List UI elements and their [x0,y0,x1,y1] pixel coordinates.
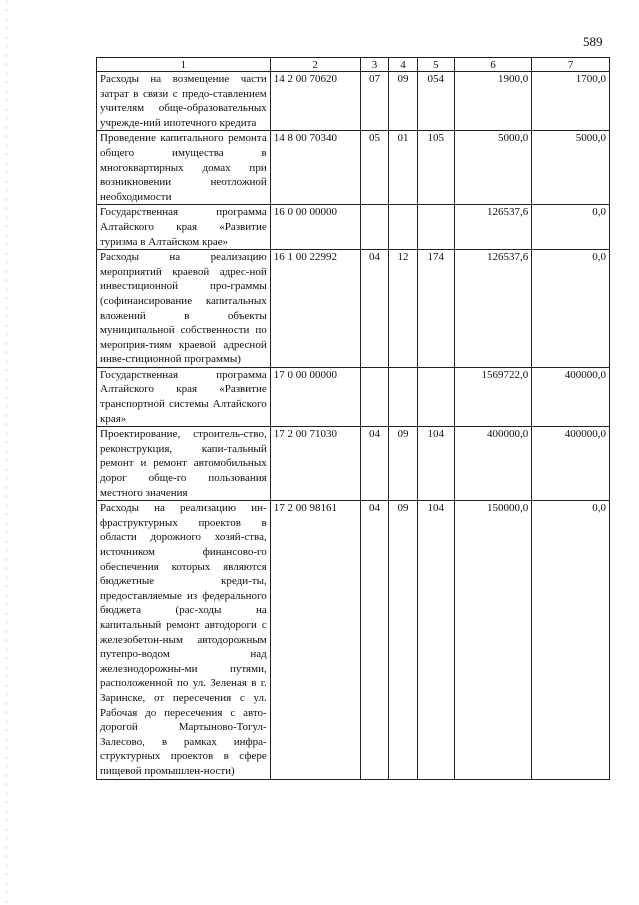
row-section [360,205,389,250]
row-name: Государственная программа Алтайского края «Развитие туризма в Алтайском крае» [97,205,271,250]
row-expense-type [417,205,454,250]
row-subsection [389,205,418,250]
row-expense-type: 104 [417,427,454,501]
table-row [97,131,610,205]
budget-table [96,57,610,780]
row-section: 05 [360,131,389,205]
row-name: Расходы на реализацию ин-фраструктурных проектов в области дорожного хозяй-ства, источником финансово-го обеспечения которых являются бюджетные креди-ты, предоставляемые из федерального бюджета (рас-ходы на капитальный ремонт автодороги с железобетон-ным автодорожным путепро-водом над железнодорожны-ми путями, расположенной по ул. Зеленая в г. Заринске, от пересечения с ул. Рабочая до пересечения с авто-дорогой Мартыново-Тогул-Залесово, в рамках инфра-структурных проектов в сфере пищевой промышлен-ности) [97,501,271,779]
row-code: 17 2 00 98161 [270,501,360,779]
row-sum-col7: 0,0 [532,501,610,779]
row-name: Проведение капитального ремонта общего имущества в многоквартирных домах при возникновении неотложной необходимости [97,131,271,205]
table-row [97,250,610,368]
header-col-4: 4 [389,58,418,72]
table-row [97,205,610,250]
row-section: 04 [360,427,389,501]
row-sum-col6: 126537,6 [454,205,532,250]
page-number: 589 [583,34,603,49]
header-row [97,58,610,72]
row-sum-col7: 400000,0 [532,367,610,426]
row-sum-col6: 1569722,0 [454,367,532,426]
row-subsection [389,367,418,426]
table-row [97,427,610,501]
row-section: 07 [360,72,389,131]
row-sum-col6: 400000,0 [454,427,532,501]
row-name: Государственная программа Алтайского края «Развитие транспортной системы Алтайского края» [97,367,271,426]
row-sum-col7: 5000,0 [532,131,610,205]
row-sum-col6: 150000,0 [454,501,532,779]
row-code: 17 0 00 00000 [270,367,360,426]
row-code: 17 2 00 71030 [270,427,360,501]
row-expense-type: 054 [417,72,454,131]
row-sum-col7: 400000,0 [532,427,610,501]
row-code: 14 2 00 70620 [270,72,360,131]
row-name: Проектирование, строитель-ство, реконструкция, капи-тальный ремонт и ремонт автомобильных дорог обще-го пользования местного значения [97,427,271,501]
row-expense-type: 104 [417,501,454,779]
row-code: 16 1 00 22992 [270,250,360,368]
table-row [97,72,610,131]
row-expense-type [417,367,454,426]
header-col-5: 5 [417,58,454,72]
row-subsection: 09 [389,427,418,501]
row-subsection: 09 [389,501,418,779]
header-col-3: 3 [360,58,389,72]
row-subsection: 12 [389,250,418,368]
row-section: 04 [360,501,389,779]
header-col-1: 1 [97,58,271,72]
header-col-6: 6 [454,58,532,72]
row-subsection: 09 [389,72,418,131]
row-code: 16 0 00 00000 [270,205,360,250]
row-expense-type: 105 [417,131,454,205]
row-section [360,367,389,426]
row-sum-col6: 5000,0 [454,131,532,205]
row-expense-type: 174 [417,250,454,368]
row-sum-col6: 126537,6 [454,250,532,368]
row-subsection: 01 [389,131,418,205]
row-sum-col7: 0,0 [532,250,610,368]
row-name: Расходы на возмещение части затрат в связи с предо-ставлением учителям обще-образовательных учрежде-ний ипотечного кредита [97,72,271,131]
row-sum-col7: 0,0 [532,205,610,250]
table-row [97,501,610,779]
header-col-2: 2 [270,58,360,72]
row-name: Расходы на реализацию мероприятий краевой адрес-ной инвестиционной про-граммы (софинансирование капитальных вложений в объекты муниципальной собственности по мероприя-тиям краевой адресной инве-стиционной программы) [97,250,271,368]
header-col-7: 7 [532,58,610,72]
row-section: 04 [360,250,389,368]
table-row [97,367,610,426]
row-sum-col7: 1700,0 [532,72,610,131]
row-sum-col6: 1900,0 [454,72,532,131]
row-code: 14 8 00 70340 [270,131,360,205]
scan-margin-mark [6,0,7,905]
